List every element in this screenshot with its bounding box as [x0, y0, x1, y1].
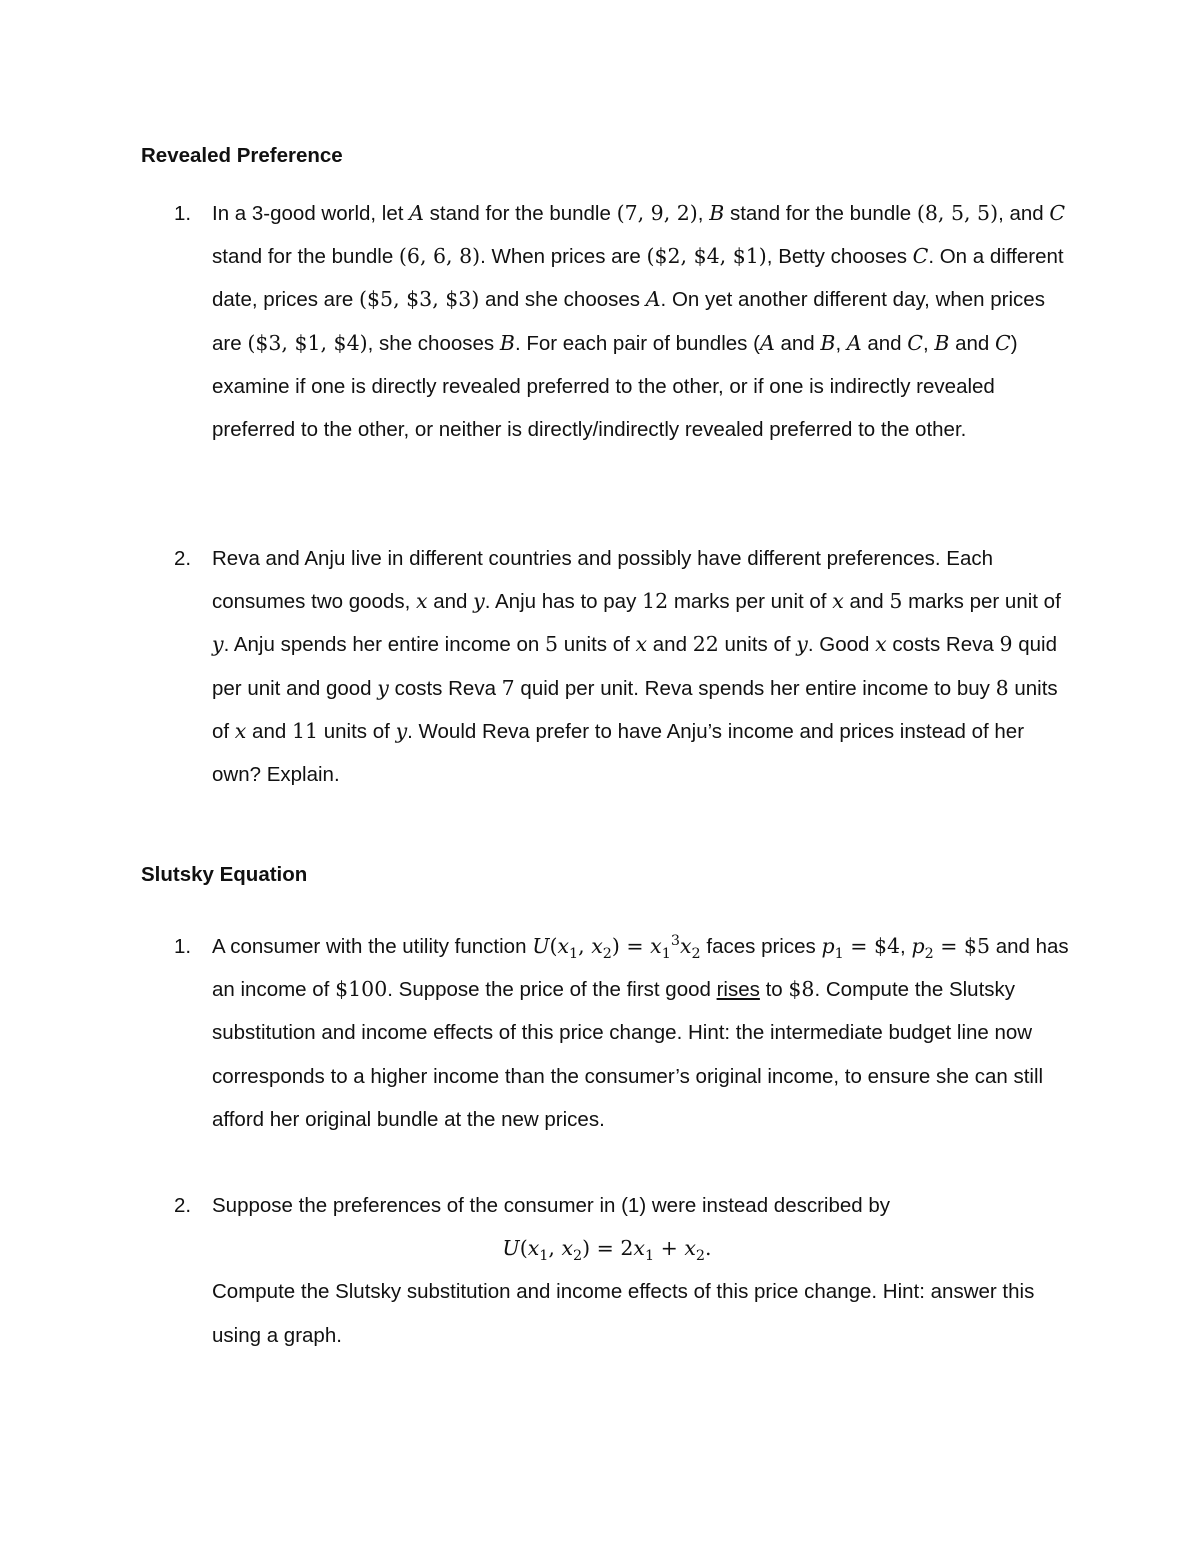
question-text: In a 3-good world, let A stand for the bundle (7, 9, 2), B stand for the bundle (8, 5, 5), and C stand for the bundle (6, 6, 8). When prices are ($2, $4, $1), Betty chooses C. On a different date, prices are ($5, $3, $3) and she chooses A. On yet another different day, when prices are ($3, $1, $4), she chooses B. For each pair of bundles (A and B, A and C, B and C) examine if one is directly revealed preferred to the other, or if one is indirectly revealed preferred to the other, or neither is directly/indirectly revealed preferred to the other. [212, 201, 1066, 442]
question-intro: Suppose the preferences of the consumer in (1) were instead described by [212, 1194, 891, 1217]
question-rp-2 [174, 537, 1072, 796]
question-text: A consumer with the utility function $U(x_1$, $x_2) = x_1^3x_2$ faces prices $p_1$ = $4, $p_2$ = $5 and has an income of $100. Suppose the price of the first good rises to $8. Compute the Slutsky substitution and income effects of this price change. Hint: the intermediate budget line now corresponds to a higher income than the consumer’s original income, to ensure she can still afford her original bundle at the new prices. [212, 933, 1069, 1131]
question-se-2 [174, 1184, 1072, 1357]
section-title-revealed-preference: Revealed Preference [141, 144, 343, 167]
question-number: 2. [174, 547, 192, 570]
question-number: 2. [174, 1194, 192, 1217]
question-number: 1. [174, 935, 192, 958]
question-text: Compute the Slutsky substitution and income effects of this price change. Hint: answer this using a graph. [212, 1280, 1035, 1347]
question-rp-1 [174, 192, 1072, 451]
utility-equation: $U(x_1$, $x_2) = 2x_1 + x_2$. [502, 1236, 712, 1265]
question-se-1 [174, 925, 1072, 1141]
question-number: 1. [174, 202, 192, 225]
question-text: Reva and Anju live in different countries and possibly have different preferences. Each consumes two goods, x and y. Anju has to pay 12 marks per unit of x and 5 marks per unit of y. Anju spends her entire income on 5 units of x and 22 units of y. Good x costs Reva 9 quid per unit and good y costs Reva 7 quid per unit. Reva spends her entire income to buy 8 units of x and 11 units of y. Would Reva prefer to have Anju’s income and prices instead of her own? Explain. [212, 547, 1061, 787]
section-title-slutsky-equation: Slutsky Equation [141, 863, 308, 886]
